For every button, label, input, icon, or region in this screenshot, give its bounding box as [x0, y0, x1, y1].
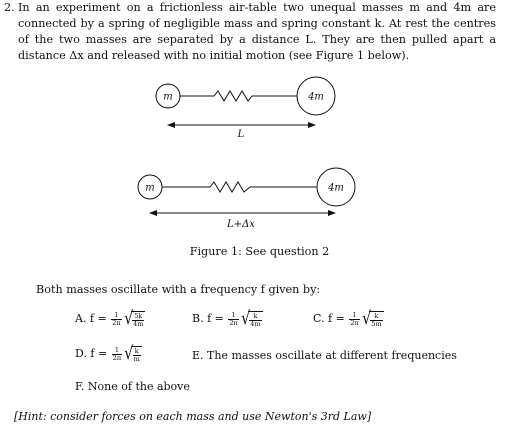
figure-caption: Figure 1: See question 2: [189, 245, 330, 258]
figure-top-config: [156, 77, 335, 140]
length-label-top: L: [237, 129, 245, 140]
option-c[interactable]: [313, 310, 384, 328]
spring-bottom: [162, 182, 317, 192]
option-d[interactable]: [75, 345, 142, 363]
option-b-coefficient: $\frac{1}{2\pi}$: [229, 310, 238, 327]
length-label-bottom: L+Δx: [227, 219, 255, 230]
option-d-coefficient: $\frac{1}{2\pi}$: [112, 345, 122, 362]
mass-m-label-bottom: m: [145, 182, 155, 194]
mass-m-label-top: m: [163, 91, 173, 103]
spring-top: [180, 91, 297, 101]
option-a-prefix: A. f =: [75, 312, 107, 325]
option-b-radical: √ $\frac{k}{4m}$: [240, 308, 261, 329]
option-d-radical: √ $\frac{k}{m}$: [124, 343, 140, 364]
mass-4m-label-top: 4m: [308, 91, 324, 103]
option-b[interactable]: [192, 310, 263, 328]
option-a[interactable]: [75, 310, 145, 328]
figure-bottom-config: [138, 168, 355, 230]
option-a-radical: √ $\frac{5k}{4m}$: [123, 308, 144, 329]
mass-4m-label-bottom: 4m: [328, 182, 344, 194]
option-b-prefix: B. f =: [192, 312, 224, 325]
question-text: In an experiment on a frictionless air-table two unequal masses m and 4m are connected by a spring of negligible mass and spring constant k. At rest the centres of the two masses are separated by a distance L. They are then pulled apart a distance Δx and released with no initial motion (see Figure 1 below).: [18, 1, 496, 62]
question-stem: Both masses oscillate with a frequency f given by:: [36, 283, 321, 296]
option-d-prefix: D. f =: [75, 347, 108, 360]
option-f[interactable]: F. None of the above: [75, 380, 190, 393]
option-a-coefficient: $\frac{1}{2\pi}$: [112, 310, 121, 327]
option-c-prefix: C. f =: [313, 312, 345, 325]
option-c-coefficient: $\frac{1}{2\pi}$: [350, 310, 359, 327]
hint-text: [Hint: consider forces on each mass and use Newton's 3rd Law]: [14, 410, 372, 423]
option-e[interactable]: E. The masses oscillate at different frequencies: [192, 349, 457, 362]
question-number: 2.: [4, 1, 15, 14]
option-c-radical: √ $\frac{k}{5m}$: [361, 308, 382, 329]
